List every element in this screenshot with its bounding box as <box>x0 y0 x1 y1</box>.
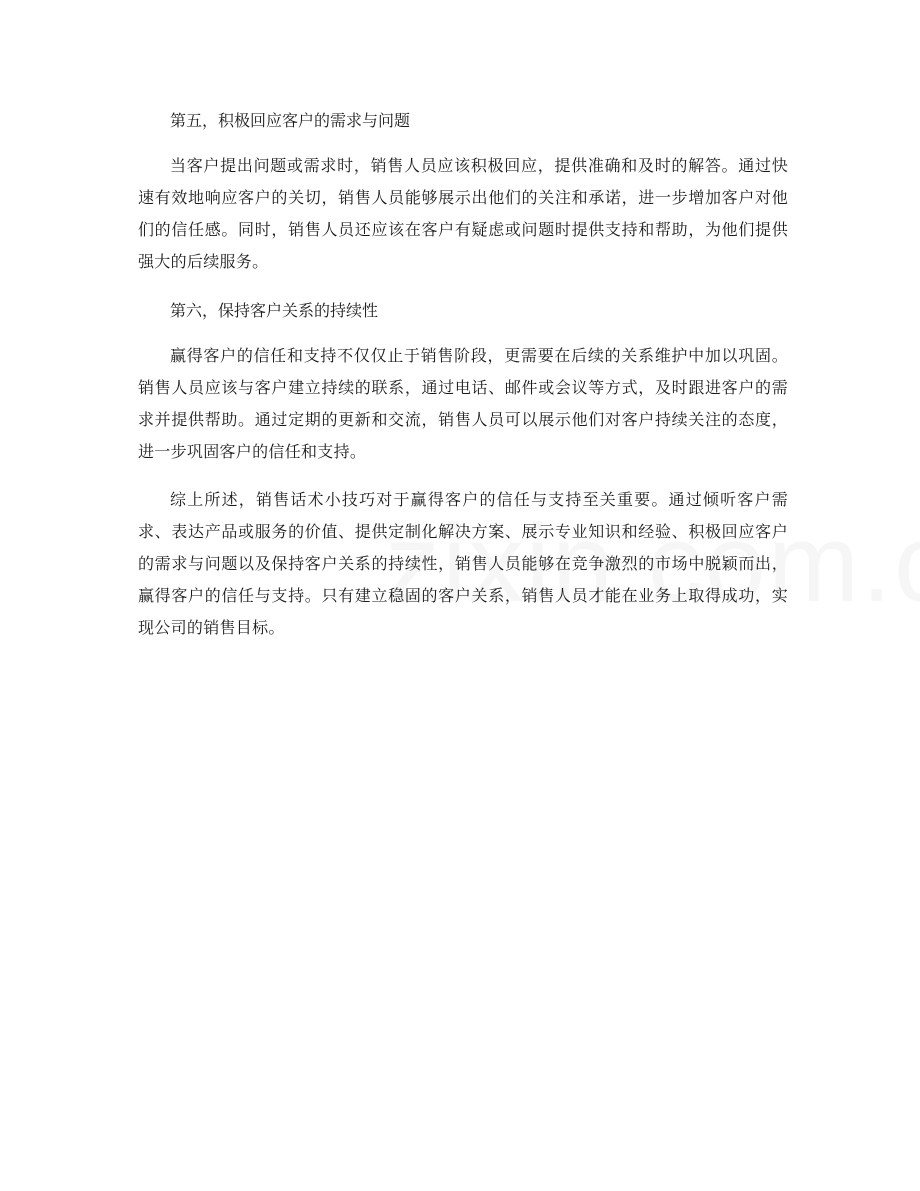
section-paragraph-5: 当客户提出问题或需求时，销售人员应该积极回应，提供准确和及时的解答。通过快速有效地响应客户的关切，销售人员能够展示出他们的关注和承诺，进一步增加客户对他们的信任感。同时，销售人员还应该在客户有疑虑或问题时提供支持和帮助，为他们提供强大的后续服务。 <box>138 156 788 271</box>
conclusion-paragraph: 综上所述，销售话术小技巧对于赢得客户的信任与支持至关重要。通过倾听客户需求、表达产品或服务的价值、提供定制化解决方案、展示专业知识和经验、积极回应客户的需求与问题以及保持客户关系的持续性，销售人员能够在竞争激烈的市场中脱颖而出，赢得客户的信任与支持。只有建立稳固的客户关系，销售人员才能在业务上取得成功，实现公司的销售目标。 <box>138 490 788 637</box>
document-body <box>138 104 788 660</box>
section-heading-6: 第六，保持客户关系的持续性 <box>170 301 379 320</box>
section-paragraph-6: 赢得客户的信任和支持不仅仅止于销售阶段，更需要在后续的关系维护中加以巩固。销售人员应该与客户建立持续的联系，通过电话、邮件或会议等方式，及时跟进客户的需求并提供帮助。通过定期的更新和交流，销售人员可以展示他们对客户持续关注的态度，进一步巩固客户的信任和支持。 <box>138 346 788 461</box>
section-heading-5: 第五，积极回应客户的需求与问题 <box>170 111 411 130</box>
